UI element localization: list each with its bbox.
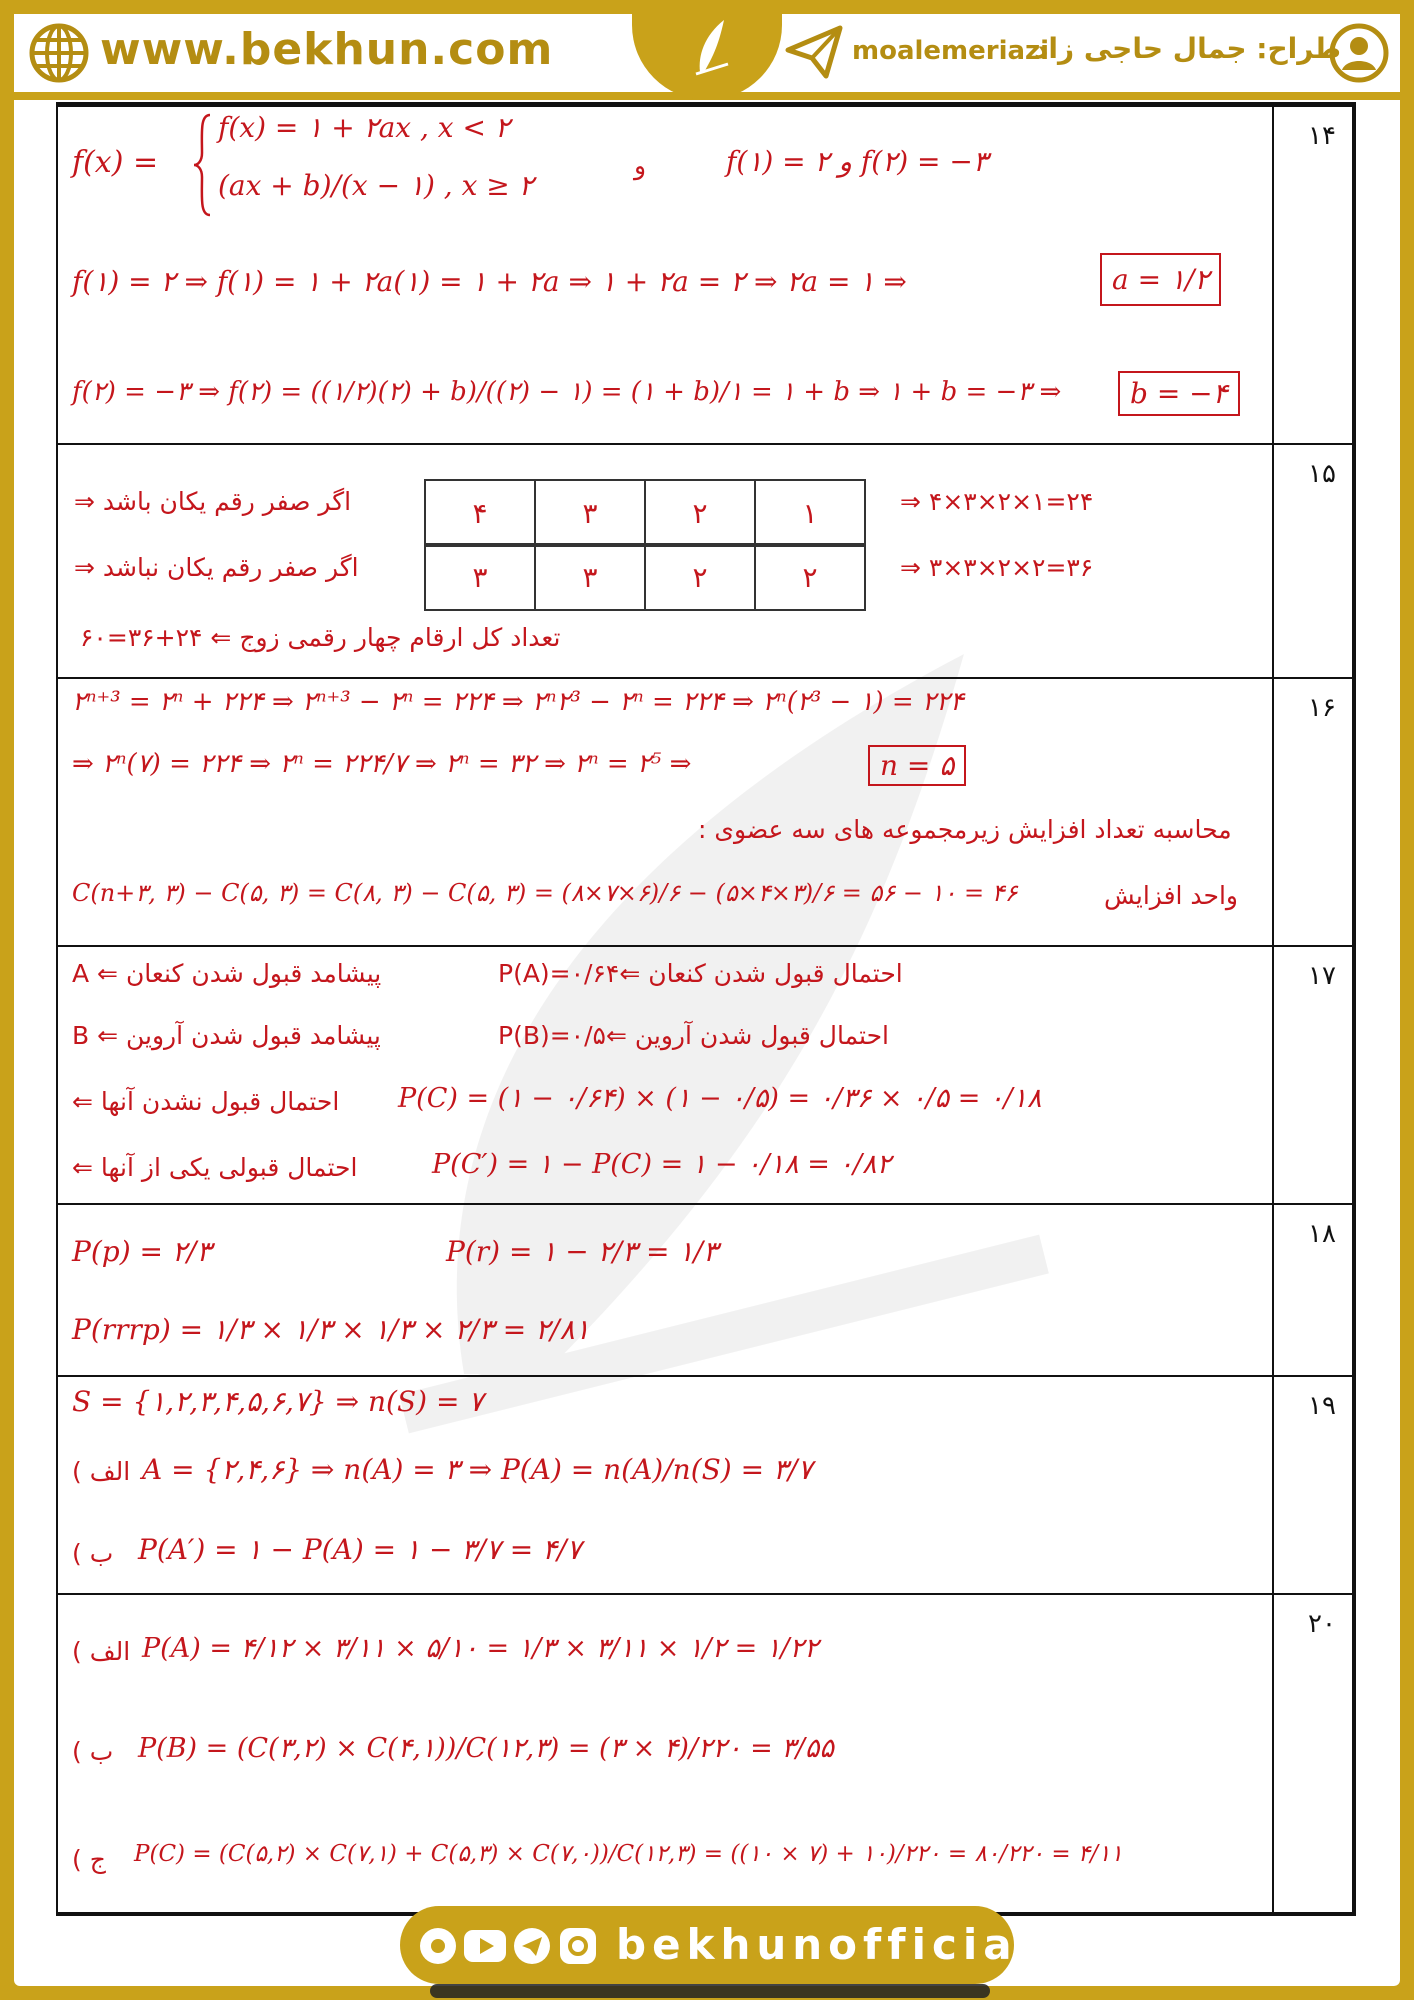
website-url[interactable]: www.bekhun.com bbox=[100, 24, 554, 75]
brace-icon bbox=[192, 113, 212, 217]
piecewise-case-1: f(x) = ۱ + ۲ax , x < ۲ bbox=[218, 111, 510, 144]
instagram-handle[interactable]: moalemeriazi bbox=[852, 36, 1050, 66]
equation-line-1: ۲ⁿ⁺³ = ۲ⁿ + ۲۲۴ ⇒ ۲ⁿ⁺³ − ۲ⁿ = ۲۲۴ ⇒ ۲ⁿ۲³ − ۲ⁿ = ۲۲۴ ⇒ ۲ⁿ(۲³ − ۱) = ۲۲۴ bbox=[72, 687, 964, 717]
question-number: ۱۷ bbox=[1308, 961, 1336, 991]
grid-cell: ۳ bbox=[535, 480, 645, 546]
prob-a-20: P(A) = ۴/۱۲ × ۳/۱۱ × ۵/۱۰ = ۱/۳ × ۳/۱۱ × ۱/۲ = ۱/۲۲ bbox=[142, 1633, 819, 1664]
question-number: ۱۵ bbox=[1308, 459, 1336, 489]
prob-rrrp: P(rrrp) = ۱/۳ × ۱/۳ × ۱/۳ × ۲/۳ = ۲/۸۱ bbox=[72, 1313, 590, 1346]
piecewise-case-2: (ax + b)/(x − ۱) , x ≥ ۲ bbox=[218, 169, 534, 202]
grid-cell: ۴ bbox=[425, 480, 535, 546]
page-frame bbox=[14, 14, 1400, 1986]
telegram-icon bbox=[514, 1928, 550, 1964]
answer-a-box: a = ۱/۲ bbox=[1100, 253, 1221, 306]
globe-icon bbox=[28, 22, 90, 84]
part-alef-label: الف ) bbox=[72, 1457, 131, 1486]
instagram-icon bbox=[560, 1928, 596, 1964]
event-a: پیشامد قبول شدن کنعان ⇐ A bbox=[72, 959, 382, 988]
answer-n-box: n = ۵ bbox=[868, 745, 966, 786]
prob-c: P(C) = (۱ − ۰/۶۴) × (۱ − ۰/۵) = ۰/۳۶ × ۰/۵ = ۰/۱۸ bbox=[398, 1083, 1042, 1114]
result-2: ⇒ ۳×۳×۲×۲=۳۶ bbox=[900, 553, 1094, 582]
subset-increase-title: محاسبه تعداد افزایش زیرمجموعه های سه عضوی : bbox=[698, 815, 1232, 844]
grid-cell: ۲ bbox=[645, 480, 755, 546]
prob-c-20: P(C) = (C(۵,۲) × C(۷,۱) + C(۵,۳) × C(۷,۰))/C(۱۲,۳) = ((۱۰ × ۷) + ۱۰)/۲۲۰ = ۸۰/۲۲۰ = ۴/۱۱ bbox=[134, 1841, 1123, 1867]
grid-cell: ۱ bbox=[755, 480, 865, 546]
prob-r: P(r) = ۱ − ۲/۳ = ۱/۳ bbox=[446, 1235, 718, 1268]
question-number: ۱۹ bbox=[1308, 1391, 1336, 1421]
question-row-17 bbox=[58, 947, 1352, 1205]
reel-icon bbox=[420, 1928, 456, 1964]
telegram-icon bbox=[784, 24, 844, 80]
question-number: ۱۴ bbox=[1308, 121, 1336, 151]
digit-grid-1 bbox=[424, 479, 866, 547]
social-icons bbox=[416, 1924, 606, 1968]
digit-grid-2 bbox=[424, 543, 866, 611]
at-least-one-label: احتمال قبولی یکی از آنها ⇐ bbox=[72, 1153, 358, 1182]
step-solve-b: f(۲) = −۳ ⇒ f(۲) = ((۱/۲)(۲) + b)/((۲) − ۱) = (۱ + b)/۱ = ۱ + b ⇒ ۱ + b = −۳ ⇒ bbox=[72, 377, 1062, 407]
question-number: ۱۸ bbox=[1308, 1219, 1336, 1249]
footer-brand[interactable]: bekhunofficial bbox=[616, 1920, 1039, 1969]
question-number: ۱۶ bbox=[1308, 693, 1336, 723]
designer-credit: طراح: جمال حاجی زاد bbox=[1034, 32, 1342, 65]
prob-a-complement: P(A′) = ۱ − P(A) = ۱ − ۳/۷ = ۴/۷ bbox=[138, 1533, 582, 1566]
part-jim-label: ج ) bbox=[72, 1845, 106, 1874]
youtube-icon bbox=[464, 1930, 506, 1962]
result-1: ⇒ ۴×۳×۲×۱=۲۴ bbox=[900, 487, 1094, 516]
equation-line-2: ⇒ ۲ⁿ(۷) = ۲۲۴ ⇒ ۲ⁿ = ۲۲۴/۷ ⇒ ۲ⁿ = ۳۲ ⇒ ۲ⁿ = ۲⁵ ⇒ bbox=[72, 749, 692, 779]
page-header bbox=[14, 14, 1400, 100]
question-row-16 bbox=[58, 679, 1352, 947]
user-avatar-icon bbox=[1328, 22, 1390, 84]
event-b: پیشامد قبول شدن آروین ⇐ B bbox=[72, 1021, 381, 1050]
question-row-15 bbox=[58, 445, 1352, 679]
question-row-20 bbox=[58, 1595, 1352, 1917]
footer-shadow bbox=[430, 1984, 990, 1998]
given-values: f(۱) = ۲ و f(۲) = −۳ bbox=[726, 145, 988, 178]
case-unit-zero: اگر صفر رقم یکان باشد ⇒ bbox=[74, 487, 352, 516]
answer-b-box: b = −۴ bbox=[1118, 371, 1240, 416]
sample-space: S = {۱,۲,۳,۴,۵,۶,۷} ⇒ n(S) = ۷ bbox=[72, 1385, 484, 1418]
total-count: تعداد کل ارقام چهار رقمی زوج ⇐ ۲۴+۳۶=۶۰ bbox=[80, 623, 561, 652]
step-solve-a: f(۱) = ۲ ⇒ f(۱) = ۱ + ۲a(۱) = ۱ + ۲a ⇒ ۱ + ۲a = ۲ ⇒ ۲a = ۱ ⇒ bbox=[72, 265, 907, 298]
book-logo-icon bbox=[694, 16, 730, 76]
question-row-19 bbox=[58, 1377, 1352, 1595]
question-number: ۲۰ bbox=[1308, 1609, 1336, 1639]
grid-cell: ۳ bbox=[425, 544, 535, 610]
part-alef-label: الف ) bbox=[72, 1637, 131, 1666]
prob-b-20: P(B) = (C(۳,۲) × C(۴,۱))/C(۱۲,۳) = (۳ × ۴)/۲۲۰ = ۳/۵۵ bbox=[138, 1733, 834, 1764]
question-row-18 bbox=[58, 1205, 1352, 1377]
combination-line: C(n+۳, ۳) − C(۵, ۳) = C(۸, ۳) − C(۵, ۳) = (۸×۷×۶)/۶ − (۵×۴×۳)/۶ = ۵۶ − ۱۰ = ۴۶ bbox=[72, 879, 1018, 907]
conjunction-text: و bbox=[634, 151, 647, 180]
piecewise-label: f(x) = bbox=[72, 145, 159, 180]
grid-cell: ۲ bbox=[645, 544, 755, 610]
prob-a: احتمال قبول شدن کنعان ⇐P(A)=۰/۶۴ bbox=[498, 959, 903, 988]
part-be-label: ب ) bbox=[72, 1737, 114, 1766]
neither-label: احتمال قبول نشدن آنها ⇐ bbox=[72, 1087, 340, 1116]
prob-p: P(p) = ۲/۳ bbox=[72, 1235, 212, 1268]
grid-cell: ۲ bbox=[755, 544, 865, 610]
unit-increase-label: واحد افزایش bbox=[1104, 881, 1239, 910]
answer-table bbox=[56, 102, 1356, 1916]
prob-b: احتمال قبول شدن آروین ⇐P(B)=۰/۵ bbox=[498, 1021, 889, 1050]
case-unit-not-zero: اگر صفر رقم یکان نباشد ⇒ bbox=[74, 553, 359, 582]
part-be-label: ب ) bbox=[72, 1539, 114, 1568]
prob-a-19: A = {۲,۴,۶} ⇒ n(A) = ۳ ⇒ P(A) = n(A)/n(S) = ۳/۷ bbox=[142, 1453, 813, 1486]
grid-cell: ۳ bbox=[535, 544, 645, 610]
prob-c-complement: P(C′) = ۱ − P(C) = ۱ − ۰/۱۸ = ۰/۸۲ bbox=[432, 1149, 892, 1180]
question-row-14 bbox=[58, 107, 1352, 445]
